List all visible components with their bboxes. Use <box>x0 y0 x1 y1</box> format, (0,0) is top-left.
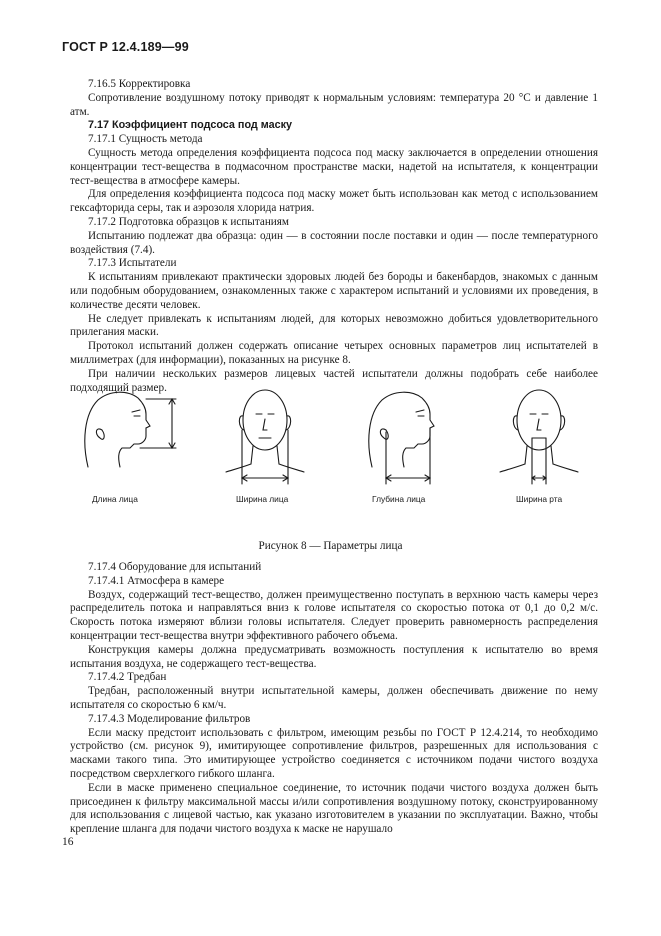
face-drawings <box>60 372 600 512</box>
paragraph: При наличии нескольких размеров лицевых частей испытатели должны подобрать себе наиболее подходящий размер. <box>70 367 598 394</box>
figure-label-mouth-width: Ширина рта <box>516 494 563 504</box>
paragraph: Не следует привлекать к испытаниям людей, для которых невозможно добиться удовлетворительного прилегания маски. <box>70 312 598 339</box>
figure-label-face-depth: Глубина лица <box>372 494 426 504</box>
section-heading: 7.17 Коэффициент подсоса под маску <box>88 119 293 132</box>
frontal-head-width-drawing <box>226 390 304 484</box>
paragraph: Сущность метода определения коэффициента подсоса под маску заключается в определении отношения концентрации тест-вещества в подмасочном пространстве маски, надетой на испытателя, к концентрации тест-вещества в атмосфере камеры. <box>70 146 598 187</box>
paragraph: Если в маске применено специальное соединение, то источник подачи чистого воздуха должен быть присоединен к фильтру максимальной массы и/или сопротивления воздушному потоку, сконструированному для использования с лицевой частью, как указано изготовителем в указании по эксплуатации. Важно, чтобы крепление шланга для подачи чистого воздуха к маске не нарушало <box>70 781 598 836</box>
paragraph: Сопротивление воздушному потоку приводят к нормальным условиям: температура 20 °С и давление 1 атм. <box>70 91 598 118</box>
text-section-2 <box>70 561 598 837</box>
paragraph: Протокол испытаний должен содержать описание четырех основных параметров лиц испытателей в миллиметрах (для информации), показанных на рисунке 8. <box>70 340 598 366</box>
face-parameters-figure <box>60 372 600 512</box>
paragraph: К испытаниям привлекают практически здоровых людей без бороды и бакенбардов, знакомых с данным или подобным оборудованием, ознакомленных также с характером испытаний и условиями их проведения, в количестве десяти человек. <box>70 271 598 311</box>
subsection-heading: 7.16.5 Корректировка <box>88 78 191 90</box>
paragraph: Конструкция камеры должна предусматривать возможность поступления к испытателю во время испытания воздуха, не содержащего тест-вещества. <box>70 643 598 670</box>
paragraph: Тредбан, расположенный внутри испытательной камеры, должен обеспечивать движение по нему испытателя со скоростью 6 км/ч. <box>70 685 598 711</box>
paragraph: Испытанию подлежат два образца: один — в состоянии после поставки и один — после температурного воздействия (7.4). <box>70 229 598 256</box>
document-header: ГОСТ Р 12.4.189—99 <box>62 40 189 54</box>
subsection-heading: 7.17.4.2 Тредбан <box>88 671 167 684</box>
figure-caption: Рисунок 8 — Параметры лица <box>258 540 403 552</box>
subsection-heading: 7.17.4 Оборудование для испытаний <box>88 561 262 573</box>
figure-label-face-width: Ширина лица <box>236 494 289 504</box>
subsection-heading: 7.17.4.3 Моделирование фильтров <box>88 712 251 725</box>
profile-head-depth-drawing <box>369 392 434 484</box>
profile-head-length-drawing <box>85 392 176 467</box>
figure-label-face-length: Длина лица <box>92 494 138 504</box>
paragraph: Для определения коэффициента подсоса под маску может быть использован как метод с использованием гексафторида серы, так и аэрозоля хлорида натрия. <box>70 188 598 215</box>
page-number: 16 <box>62 836 74 848</box>
subsection-heading: 7.17.4.1 Атмосфера в камере <box>88 574 225 587</box>
subsection-heading: 7.17.1 Сущность метода <box>88 133 203 146</box>
paragraph: Воздух, содержащий тест-вещество, должен преимущественно поступать в верхнюю часть камеры через распределитель потока и направляться вниз к голове испытателя со скоростью потока от 0,1 до 0,2 м/с. Скорость потока измеряют вблизи головы испытателя. Следует проверить равномерность распределения концентрации тест-вещества внутри эффективного рабочего объема. <box>70 588 598 642</box>
subsection-heading: 7.17.3 Испытатели <box>88 257 177 270</box>
frontal-head-mouth-drawing <box>500 390 578 484</box>
subsection-heading: 7.17.2 Подготовка образцов к испытаниям <box>88 215 290 228</box>
text-section-1 <box>70 78 598 395</box>
paragraph: Если маску предстоит использовать с фильтром, имеющим резьбы по ГОСТ Р 12.4.214, то необходимо устройство (см. рисунок 9), имитирующее сопротивление фильтров, разрешенных для использования с масками такого типа. Это имитирующее устройство соединяется с источником подачи чистого воздуха посредством сверхлегкого гибкого шланга. <box>70 726 598 780</box>
